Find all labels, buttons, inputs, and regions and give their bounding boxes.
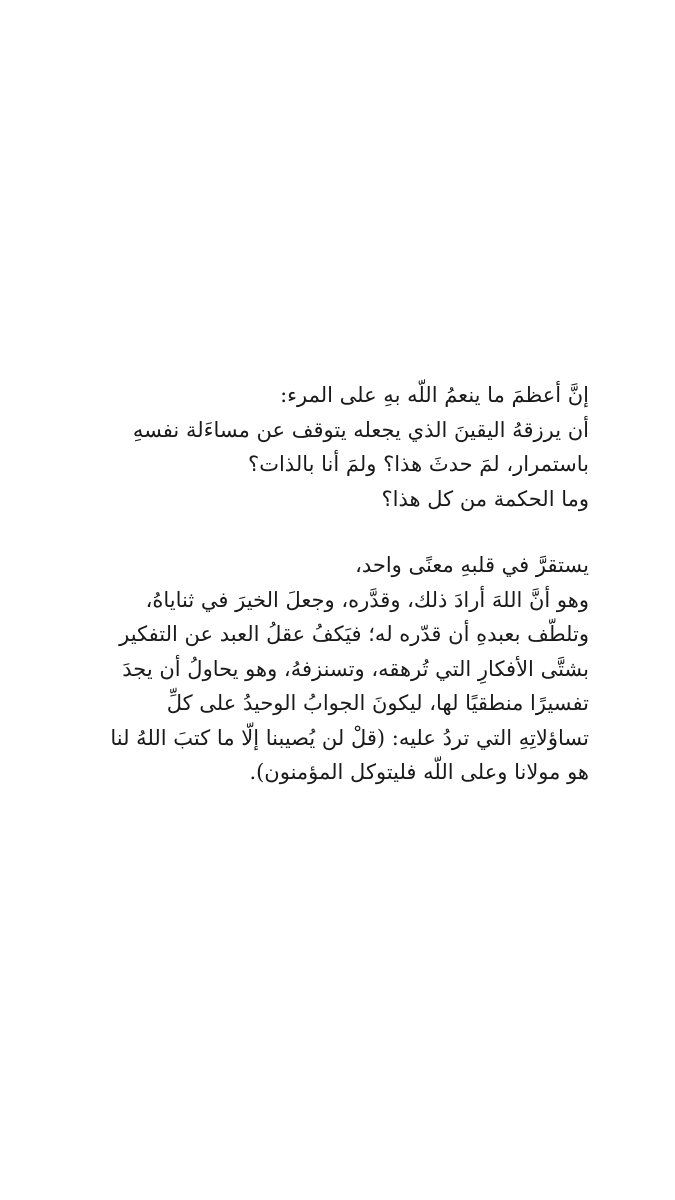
text-line: بشتَّى الأفكارِ التي تُرهقه، وتسنزفهُ، وهو يحاولُ أن يجدَ: [122, 656, 589, 681]
text-line: يستقرَّ في قلبهِ معنًى واحد،: [355, 553, 589, 577]
text-line: أن يرزقهُ اليقينَ الذي يجعله يتوقف عن مساءَلة نفسهِ: [132, 417, 589, 442]
paragraph-intro: [79, 378, 589, 516]
text-line: وهو أنَّ اللهَ أرادَ ذلك، وقدَّره، وجعلَ الخيرَ في ثناياهُ،: [145, 587, 589, 612]
text-line: وتلطّف بعبدهِ أن قدّره له؛ فيَكفُ عقلُ العبد عن التفكير: [119, 622, 589, 646]
text-line: باستمرار، لمَ حدثَ هذا؟ ولمَ أنا بالذات؟: [248, 452, 589, 476]
text-line: وما الحكمة من كل هذا؟: [381, 486, 589, 511]
text-line: تفسيرًا منطقيًا لها، ليكونَ الجوابُ الوحيدُ على كلِّ: [166, 691, 589, 715]
text-line: تساؤلاتِهِ التي تردُ عليه: (قلْ لن يُصيبنا إلّا ما كتبَ اللهُ لنا: [110, 725, 589, 750]
text-line: إنَّ أعظمَ ما ينعمُ اللّه بهِ على المرء:: [280, 383, 589, 407]
text-line: هو مولانا وعلى اللّه فليتوكل المؤمنون).: [249, 760, 589, 784]
paragraph-body: [79, 548, 589, 790]
